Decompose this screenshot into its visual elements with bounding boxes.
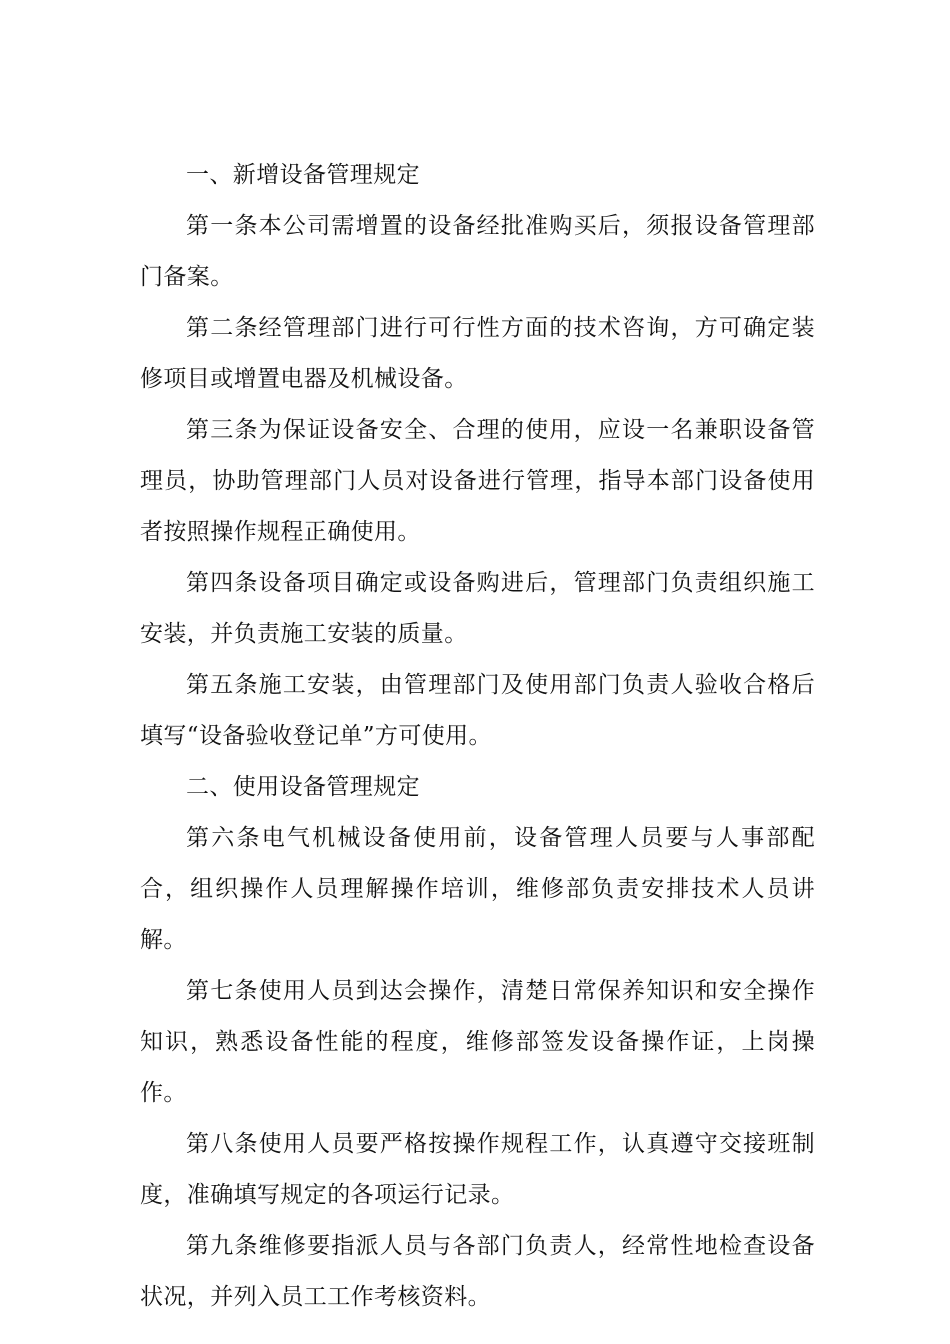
article-1: 第一条本公司需增置的设备经批准购买后，须报设备管理部门备案。	[140, 213, 815, 290]
section-heading-new-equipment: 一、新增设备管理规定	[186, 162, 420, 188]
article-2: 第二条经管理部门进行可行性方面的技术咨询，方可确定装修项目或增置电器及机械设备。	[140, 315, 815, 392]
article-6: 第六条电气机械设备使用前，设备管理人员要与人事部配合，组织操作人员理解操作培训，维修部负责安排技术人员讲解。	[140, 825, 815, 953]
article-5: 第五条施工安装，由管理部门及使用部门负责人验收合格后填写“设备验收登记单”方可使用。	[140, 672, 815, 749]
article-8: 第八条使用人员要严格按操作规程工作，认真遵守交接班制度，准确填写规定的各项运行记录。	[140, 1131, 815, 1208]
section-heading-equipment-use: 二、使用设备管理规定	[186, 774, 420, 800]
document-body	[140, 150, 815, 1323]
article-9: 第九条维修要指派人员与各部门负责人，经常性地检查设备状况，并列入员工工作考核资料。	[140, 1233, 815, 1310]
article-3: 第三条为保证设备安全、合理的使用，应设一名兼职设备管理员，协助管理部门人员对设备进行管理，指导本部门设备使用者按照操作规程正确使用。	[140, 417, 815, 545]
article-7: 第七条使用人员到达会操作，清楚日常保养知识和安全操作知识，熟悉设备性能的程度，维修部签发设备操作证，上岗操作。	[140, 978, 815, 1106]
article-4: 第四条设备项目确定或设备购进后，管理部门负责组织施工安装，并负责施工安装的质量。	[140, 570, 815, 647]
